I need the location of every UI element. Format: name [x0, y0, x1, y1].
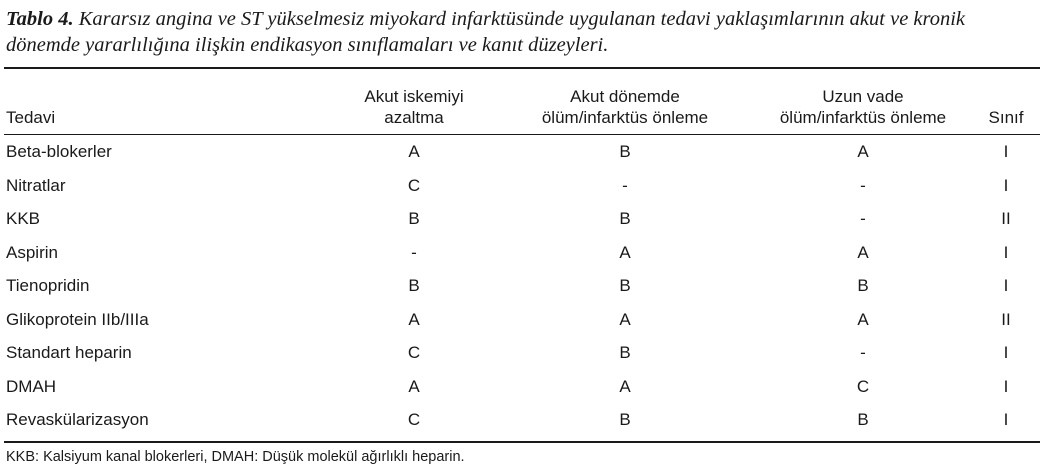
- cell-acute-ischemia: A: [408, 376, 420, 396]
- cell-treatment: Aspirin: [6, 242, 58, 262]
- header-acute-ischemia-line2: azaltma: [384, 108, 444, 127]
- cell-treatment: Nitratlar: [6, 175, 66, 195]
- cell-acute-ischemia: B: [408, 209, 420, 228]
- cell-class: I: [1003, 142, 1009, 161]
- cell-treatment: Glikoprotein IIb/IIIa: [6, 309, 149, 329]
- cell-acute-ischemia: A: [408, 142, 420, 161]
- cell-class: I: [1003, 410, 1009, 429]
- header-acute-prevention-line1: Akut dönemde: [570, 87, 680, 106]
- header-class-line2: Sınıf: [988, 108, 1024, 127]
- table-row: [4, 271, 1040, 305]
- table-row: [4, 204, 1040, 238]
- cell-acute-prevention: A: [619, 309, 631, 329]
- table-row: [4, 305, 1040, 339]
- cell-acute-prevention: -: [622, 175, 628, 195]
- table-row: [4, 137, 1040, 171]
- cell-acute-ischemia: C: [407, 343, 421, 362]
- header-long-term-prevention: [748, 69, 978, 134]
- cell-long-term-prevention: A: [857, 142, 869, 161]
- cell-class: I: [1003, 343, 1009, 362]
- cell-long-term-prevention: -: [860, 343, 866, 362]
- cell-long-term-prevention: A: [857, 242, 869, 262]
- header-long-term-prevention-line1: Uzun vade: [822, 87, 904, 106]
- cell-acute-ischemia: -: [411, 242, 417, 262]
- cell-class: I: [1003, 276, 1009, 295]
- cell-long-term-prevention: -: [860, 209, 866, 228]
- cell-long-term-prevention: A: [857, 309, 869, 329]
- cell-acute-ischemia: A: [408, 309, 420, 329]
- cell-acute-prevention: B: [619, 276, 631, 295]
- cell-acute-ischemia: C: [407, 175, 421, 195]
- cell-class: II: [1001, 309, 1011, 329]
- cell-treatment: DMAH: [6, 376, 57, 396]
- cell-acute-prevention: B: [619, 142, 631, 161]
- table-row: [4, 338, 1040, 372]
- cell-treatment: KKB: [6, 209, 41, 228]
- cell-long-term-prevention: B: [857, 276, 869, 295]
- cell-treatment: Beta-blokerler: [6, 142, 112, 161]
- table-row: [4, 171, 1040, 205]
- table-header-rule: [4, 134, 1040, 135]
- table-row: [4, 238, 1040, 272]
- header-acute-ischemia-line1: Akut iskemiyi: [364, 87, 464, 106]
- cell-long-term-prevention: B: [857, 410, 869, 429]
- cell-acute-ischemia: C: [407, 410, 421, 429]
- header-long-term-prevention-line2: ölüm/infarktüs önleme: [779, 108, 947, 127]
- cell-acute-prevention: B: [619, 343, 631, 362]
- cell-class: I: [1003, 175, 1009, 195]
- cell-class: II: [1001, 209, 1011, 228]
- table-body: [4, 137, 1040, 439]
- table-bottom-rule: [4, 441, 1040, 443]
- table-caption: [6, 6, 1040, 58]
- cell-long-term-prevention: -: [860, 175, 866, 195]
- cell-acute-prevention: B: [619, 209, 631, 228]
- cell-acute-prevention: B: [619, 410, 631, 429]
- cell-long-term-prevention: C: [856, 376, 870, 396]
- header-treatment: [6, 69, 266, 134]
- header-class: [972, 69, 1040, 134]
- header-acute-ischemia: [304, 69, 524, 134]
- cell-treatment: Tienopridin: [6, 276, 90, 295]
- cell-class: I: [1003, 242, 1009, 262]
- cell-acute-prevention: A: [619, 376, 631, 396]
- cell-acute-prevention: A: [619, 242, 631, 262]
- cell-acute-ischemia: B: [408, 276, 420, 295]
- table-footnote: KKB: Kalsiyum kanal blokerleri, DMAH: Düşük molekül ağırlıklı heparin.: [6, 449, 465, 465]
- cell-treatment: Standart heparin: [6, 343, 132, 362]
- table-row: [4, 405, 1040, 439]
- cell-treatment: Revaskülarizasyon: [6, 410, 149, 429]
- table-caption-label: Tablo 4.: [6, 8, 74, 30]
- table-caption-text: Kararsız angina ve ST yükselmesiz miyokard infarktüsünde uygulanan tedavi yaklaşımlarının akut ve kronik dönemde yararlılığına ilişkin endikasyon sınıflamaları ve kanıt düzeyleri.: [6, 8, 966, 56]
- header-treatment-line2: Tedavi: [6, 108, 56, 127]
- table-row: [4, 372, 1040, 406]
- cell-class: I: [1003, 376, 1009, 396]
- header-acute-prevention-line2: ölüm/infarktüs önleme: [541, 108, 709, 127]
- header-acute-prevention: [510, 69, 740, 134]
